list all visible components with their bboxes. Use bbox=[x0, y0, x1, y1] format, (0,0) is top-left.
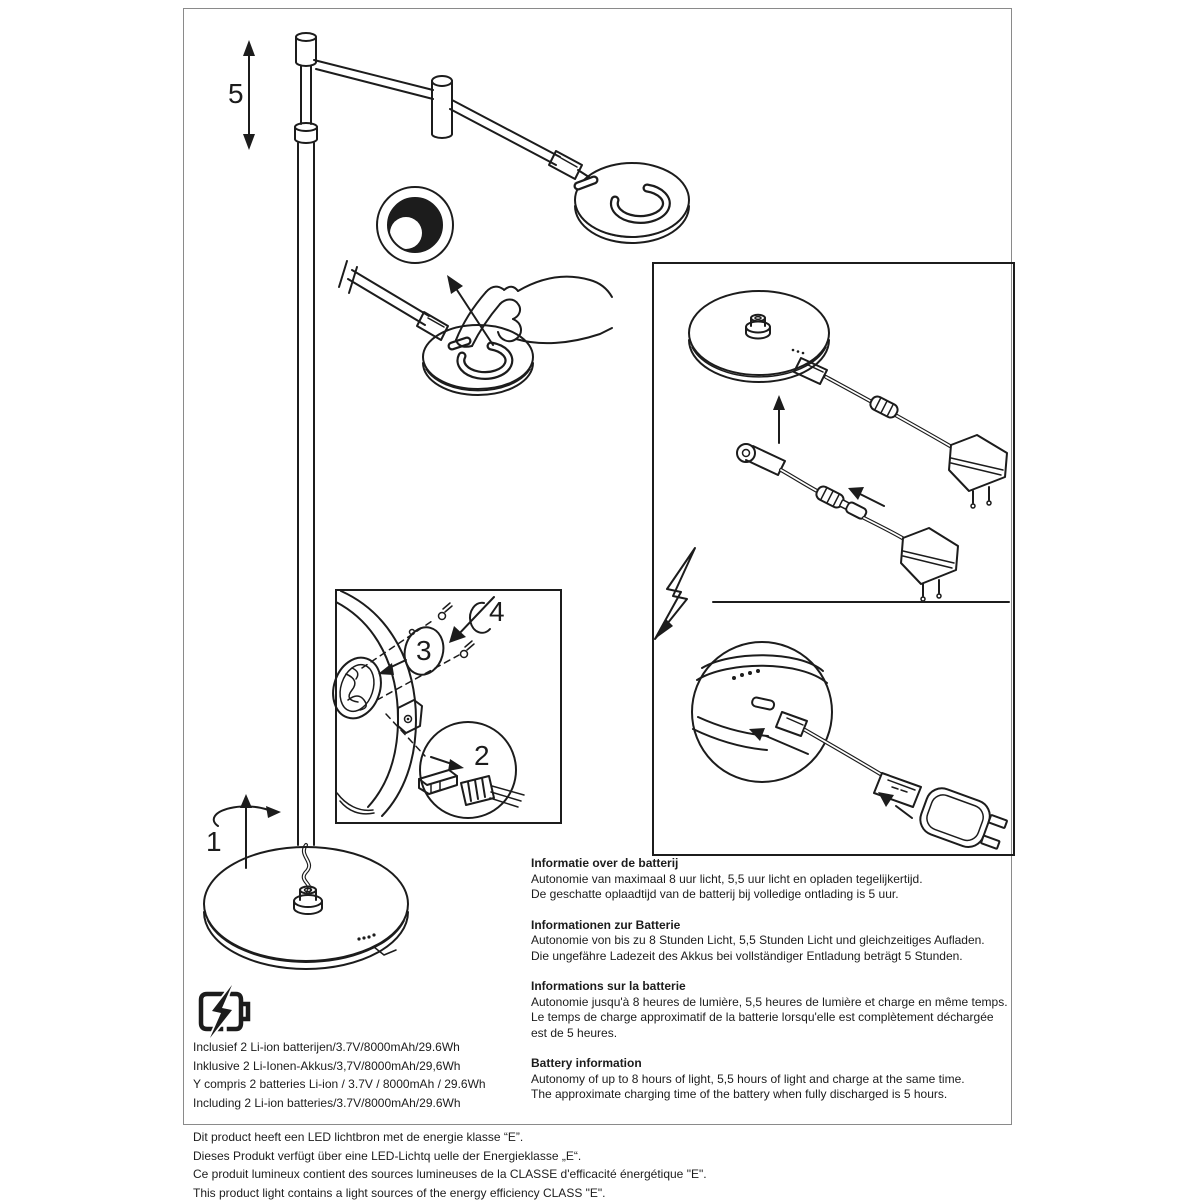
battery-info-section-nl bbox=[531, 856, 1017, 903]
section-line: Autonomie van maximaal 8 uur licht, 5,5 uur licht en opladen tegelijkertijd. bbox=[531, 872, 1017, 888]
battery-spec-line: Y compris 2 batteries Li-ion / 3.7V / 8000mAh / 29.6Wh bbox=[193, 1075, 523, 1094]
step-label-battery-cover: 3 bbox=[416, 637, 432, 665]
energy-class-line: Ce produit lumineux contient des sources lumineuses de la CLASSE d'efficacité énergétique "E". bbox=[193, 1165, 813, 1184]
battery-spec-line: Inklusive 2 Li-Ionen-Akkus/3,7V/8000mAh/29,6Wh bbox=[193, 1057, 523, 1076]
section-line: Le temps de charge approximatif de la batterie lorsqu'elle est complètement déchargée bbox=[531, 1010, 1017, 1026]
included-batteries-block bbox=[193, 1038, 523, 1112]
battery-info-section-fr bbox=[531, 979, 1017, 1041]
charging-instructions-box bbox=[652, 262, 1015, 856]
section-line: Autonomie jusqu'à 8 heures de lumière, 5,5 heures de lumière et charge en même temps. bbox=[531, 995, 1017, 1011]
section-heading: Informations sur la batterie bbox=[531, 979, 1017, 995]
step-label-cover-rotate: 4 bbox=[489, 598, 505, 626]
energy-class-line: Dit product heeft een LED lichtbron met de energie klasse “E”. bbox=[193, 1128, 813, 1147]
battery-spec-line: Including 2 Li-ion batteries/3.7V/8000mAh/29.6Wh bbox=[193, 1094, 523, 1113]
section-line: The approximate charging time of the battery when fully discharged is 5 hours. bbox=[531, 1087, 1017, 1103]
battery-spec-line: Inclusief 2 Li-ion batterijen/3.7V/8000mAh/29.6Wh bbox=[193, 1038, 523, 1057]
energy-class-line: This product light contains a light sources of the energy efficiency CLASS "E". bbox=[193, 1184, 813, 1202]
section-line: Die ungefähre Ladezeit des Akkus bei vollständiger Entladung beträgt 5 Stunden. bbox=[531, 949, 1017, 965]
battery-info-section-en bbox=[531, 1056, 1017, 1103]
battery-compartment-detail-box bbox=[335, 589, 562, 824]
section-line: est de 5 heures. bbox=[531, 1026, 1017, 1042]
battery-info-section-de bbox=[531, 918, 1017, 965]
step-label-wire-connector: 2 bbox=[474, 742, 490, 770]
section-line: Autonomie von bis zu 8 Stunden Licht, 5,5 Stunden Licht und gleichzeitiges Aufladen. bbox=[531, 933, 1017, 949]
section-heading: Battery information bbox=[531, 1056, 1017, 1072]
section-heading: Informatie over de batterij bbox=[531, 856, 1017, 872]
energy-class-block bbox=[193, 1128, 813, 1202]
battery-information-block bbox=[531, 856, 1017, 1118]
step-label-height-adjust: 5 bbox=[228, 80, 244, 108]
section-line: De geschatte oplaadtijd van de batterij bij volledige ontlading is 5 uur. bbox=[531, 887, 1017, 903]
step-label-base-rotate: 1 bbox=[206, 828, 222, 856]
section-heading: Informationen zur Batterie bbox=[531, 918, 1017, 934]
section-line: Autonomy of up to 8 hours of light, 5,5 hours of light and charge at the same time. bbox=[531, 1072, 1017, 1088]
energy-class-line: Dieses Produkt verfügt über eine LED-Lichtq uelle der Energieklasse „E“. bbox=[193, 1147, 813, 1166]
